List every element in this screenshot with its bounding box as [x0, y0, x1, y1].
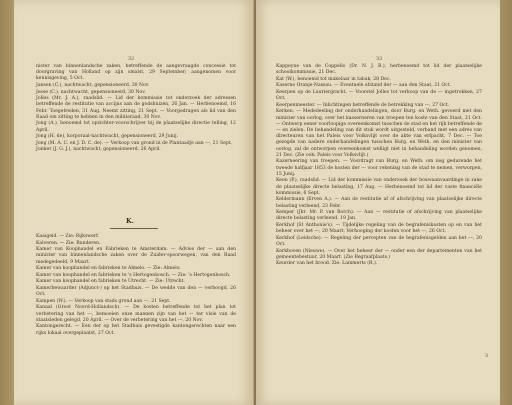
right-entries: [276, 64, 482, 268]
signature-mark: 3: [484, 353, 488, 359]
index-entry: Kamer van koophandel en fabrieken te Utrecht. — Zie: Utrecht.: [36, 279, 185, 285]
index-entry: Kaaigeld. — Zie: Rijkswerf.: [36, 234, 100, 239]
left-page: [14, 0, 254, 405]
index-entry: Jong (A.), benoemd tot opzichter-voorschrijver bij de plaatselijke directie telling, 12 April.: [36, 121, 236, 133]
right-page: [256, 0, 500, 405]
index-entry: Keerpenmeester. — Inlichtingen betreffende de betrekking van —, 27 Oct.: [276, 102, 450, 108]
index-entry: Jansen (C.), nachtwacht, gepensioneerd, 30 Nov.: [36, 83, 150, 88]
page-number-left: 32: [128, 56, 135, 62]
index-entry: Kanaal (Groot Noord-Hollandsch). — De kosten betreffende tot het plan tot verbetering van het —, bemoeien onze mannen zijn van het — ter visie van de staatsleden gelegd, 20 April. — Over de verbetering van het —, 20 Nov.: [36, 305, 236, 323]
index-entry: Junker (J. G. J.), nachtwacht, gepensioneerd, 26 April.: [36, 147, 161, 153]
index-entry: Kalveren. — Zie: Runderen.: [36, 240, 101, 246]
index-entry: Jong (M. A. C. en J. D. C. de). — Verkoop van grond in de Plantaadje aan —, 21 Sept.: [36, 140, 233, 146]
section-heading: K.: [126, 217, 134, 225]
page-number-right: 33: [376, 56, 383, 62]
index-entry: Jesse (C.), nachtwacht, gepensioneerd, 30 Nov.: [36, 89, 146, 95]
index-entry: Keldermann (Erven A.). — Aan de restitutie af of afschrijving van plaatselijke directe belasting verleend, 23 Febr.: [276, 197, 482, 209]
index-entry: Kamer van koophandel en fabrieken te 's Hertogenbosch. — Zie: 's Hertogenbosch.: [36, 272, 231, 278]
index-entry: Kerkhoven (Nieuwe). — Over het beheer der — onder een der departementen van het gemeentebestuur, 20 Maart. (Zie Begraafplaats.): [276, 248, 482, 260]
index-entry: Keerpen op de Lauriergracht. — Voorstel Jolles tot verkoop van de — ingetrokken, 27 Oct.: [276, 89, 482, 102]
index-entry: Kerken. — Mededeeling der onderhandelingen, door Burg. en Weth. gevoerd met den minister van oorlog, over het kasserneren van troepen ten koste van den Staat, 21 Oct. — Ontwerp eener voorloopige overeenkomst tusschen de stad en het rijk betreffende de — en zielen. De behandeling van dit stuk wordt uitgesteld, verband met een adres van directeuren van het Paleis voor Volksvlijt over de akte van erfpacht, 7 Dec. — Toe gezegde van nadere onderhandelingen tusschen Burg. en Weth. en den minister van oorlog, zal de ontworpen overeenkomst welligt niet in behandeling worden genomen, 21 Dec. (Zie ook: Paleis voor Volksvlijt.): [276, 109, 482, 158]
index-entry: Kemper (Jhr. Mr. P. van Borch). — Aan — restitutie of afschrijving van plaatselijke directe belasting verleend, 19 Jan.: [276, 210, 482, 222]
left-top-entries: [36, 64, 236, 154]
index-entry: Kappeyne van de Coppello (Dr. N. J. B.), herbenoemd tot lid der plaatselijke schoolkommissie, 21 Dec.: [276, 64, 482, 76]
index-entry: Kaserne Oranje-Nassau. — Eventuele afstand der — aan den Staat, 21 Oct.: [276, 83, 452, 89]
index-entry: Kamer van koophandel en fabrieken te Almelo. — Zie: Almelo.: [36, 266, 181, 272]
index-entry: nister van binnenlandsche zaken, betreffende de aangevraagde concessie tot doorgraving van Holland op zijn smalst, 29 September; aangenomen voor kennisgeving, 5 Oct.: [36, 64, 236, 82]
index-entry: Jolles (Mr. J. A.), raadslid. — Lid der kommissie tot onderzoek der adressen betreffende de restitutie van accijns aan de godshuizen, 26 Jan. — Herbenoemd, 16 Febr. Toegetreden, 31 Aug. Neemt zitting, 21 Sept. — Voorgedragen als lid van den Raad om zitting te hebben in den militieraad, 30 Nov.: [36, 96, 236, 120]
index-entry: Keen (P.), raadslid. — Lid der kommissie van onderzoek der bouwaanvaardinge in zake de plaatselijke directe belasting, 17 Aug. — Herbenoemd tot lid der vaste financiële kommissie, 6 Sept.: [276, 178, 482, 196]
index-entry: Kamerbewaarder (Adjunct-) op het Stadhuis. — De wedde van den — verhoogd, 26 Oct.: [36, 285, 236, 298]
index-entry: Kantongerecht. — Een der op het Stadhuis gevestigde kantongerechten naar een rijks lokaal overgeplaatst, 27 Oct.: [36, 324, 236, 336]
index-entry: Kazerneering van troepen. — Voordragt van Burg. en Weth. om nog gedurende het tweede halfjaar 1853 de kosten der — voor rekening van de stad te nemen, verworpen, 15 Junij.: [276, 159, 482, 177]
index-entry: Keurder van het brood. Zie: Lammerts (R.).: [276, 261, 378, 267]
index-entry: Kamer van Koophandel en Fabrieken te Amsterdam. — Advies der — aan den minister van binnenlandsche zaken over de Zuider-spoorwegen, van den Raad medegedeeld, 9 Maart.: [36, 247, 236, 265]
section-rule: [110, 228, 158, 229]
index-entry: Jong (H. de), korporaal-nachtwacht, gepensioneerd, 29 Junij.: [36, 134, 178, 140]
left-bottom-entries: [36, 234, 236, 337]
index-entry: Kat (W.), benoemd tot makelaar in tabak, 28 Dec.: [276, 76, 391, 82]
index-entry: Kerkhof (Leidsche). — Regeling der percepten van de begrafenisgelden aan het —, 20 Oct.: [276, 235, 482, 247]
index-entry: Kerkhof (St Anthonie's). — Tijdelijke regeling van de begrafeniskosten op en van het beheer over het —, 20 Maart. Verhooging der kosten voor het —, 26 Oct.: [276, 222, 482, 235]
index-entry: Kampen (W.). — Verkoop van stads grond aan —, 21 Sept.: [36, 298, 171, 304]
